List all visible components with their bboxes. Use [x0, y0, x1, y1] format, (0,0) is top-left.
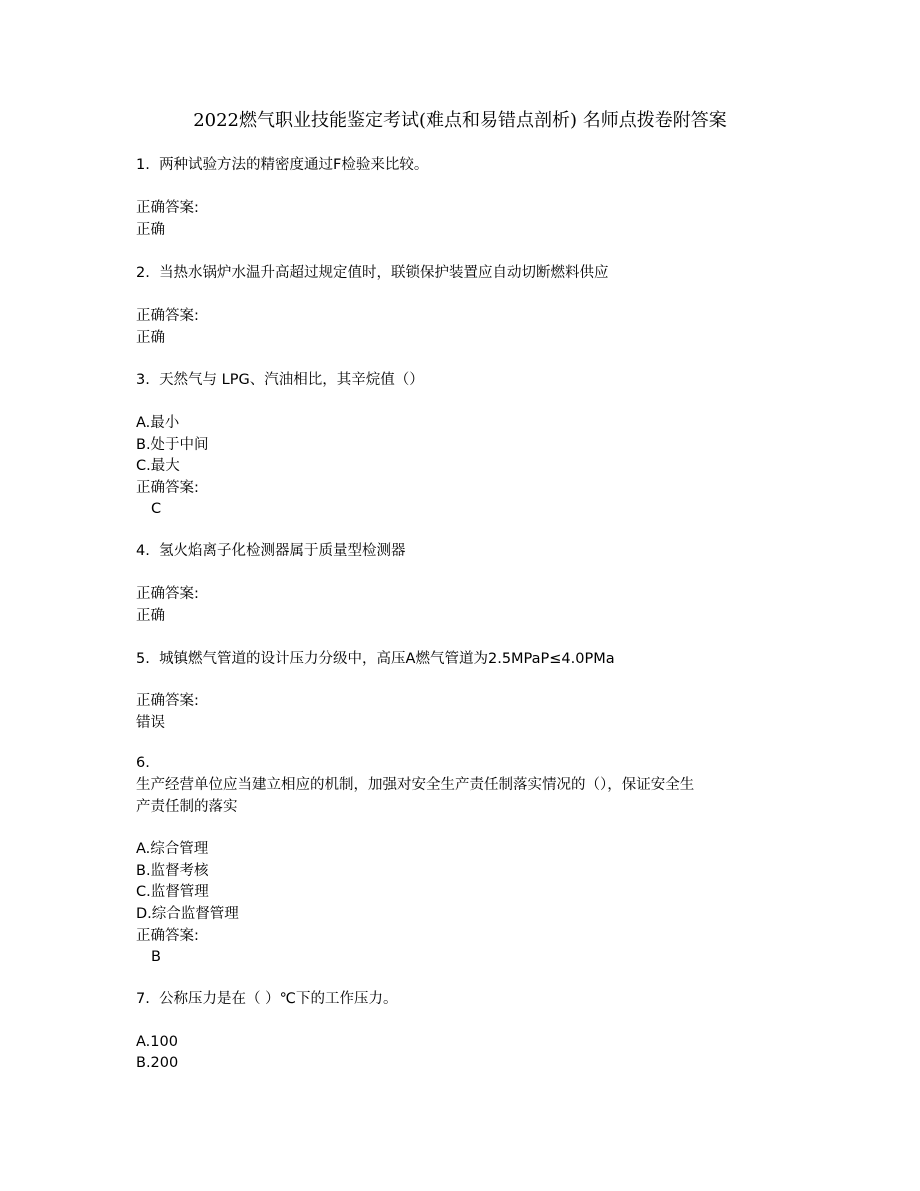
option-a: A.最小 [136, 415, 180, 431]
question-5-stem [136, 649, 615, 669]
option-c: C.监督管理 [136, 884, 209, 900]
question-number: 2. [136, 265, 150, 281]
option-b: B.200 [136, 1055, 179, 1071]
option-d: D.综合监督管理 [136, 906, 239, 922]
question-number: 7. [136, 991, 150, 1007]
answer-value: 正确 [136, 608, 165, 624]
question-number: 6. [136, 755, 150, 771]
option-b: B.监督考核 [136, 863, 209, 879]
answer-label: 正确答案: [136, 308, 199, 324]
question-number: 5. [136, 651, 150, 667]
answer-value: 正确 [136, 330, 165, 346]
question-text-line-2: 产责任制的落实 [136, 799, 238, 815]
question-number: 4. [136, 543, 150, 559]
answer-label: 正确答案: [136, 480, 199, 496]
question-number: 1. [136, 157, 150, 173]
answer-label: 正确答案: [136, 200, 199, 216]
answer-value: 正确 [136, 222, 165, 238]
question-1-stem [136, 155, 428, 175]
answer-label: 正确答案: [136, 693, 199, 709]
question-text: 公称压力是在（ ）℃下的工作压力。 [159, 991, 398, 1007]
answer-value: C [151, 501, 162, 517]
question-3-stem [136, 370, 424, 390]
page-title: 2022燃气职业技能鉴定考试(难点和易错点剖析) 名师点拨卷附答案 [193, 110, 727, 131]
question-text: 天然气与 LPG、汽油相比，其辛烷值（） [159, 372, 424, 388]
answer-label: 正确答案: [136, 586, 199, 602]
question-text: 当热水锅炉水温升高超过规定值时，联锁保护装置应自动切断燃料供应 [159, 265, 609, 281]
option-b: B.处于中间 [136, 437, 209, 453]
question-text: 两种试验方法的精密度通过F检验来比较。 [159, 157, 429, 173]
question-number: 3. [136, 372, 150, 388]
question-text: 城镇燃气管道的设计压力分级中，高压A燃气管道为2.5MPaP≤4.0PMa [159, 651, 615, 667]
answer-value: 错误 [136, 715, 165, 731]
question-text-line-1: 生产经营单位应当建立相应的机制，加强对安全生产责任制落实情况的（），保证安全生 [136, 777, 695, 793]
answer-label: 正确答案: [136, 928, 199, 944]
question-4-stem [136, 541, 406, 561]
option-c: C.最大 [136, 458, 180, 474]
question-2-stem [136, 263, 609, 283]
answer-value: B [151, 949, 161, 965]
option-a: A.100 [136, 1034, 178, 1050]
option-a: A.综合管理 [136, 841, 209, 857]
question-text: 氢火焰离子化检测器属于质量型检测器 [159, 543, 406, 559]
question-7-stem [136, 989, 397, 1009]
